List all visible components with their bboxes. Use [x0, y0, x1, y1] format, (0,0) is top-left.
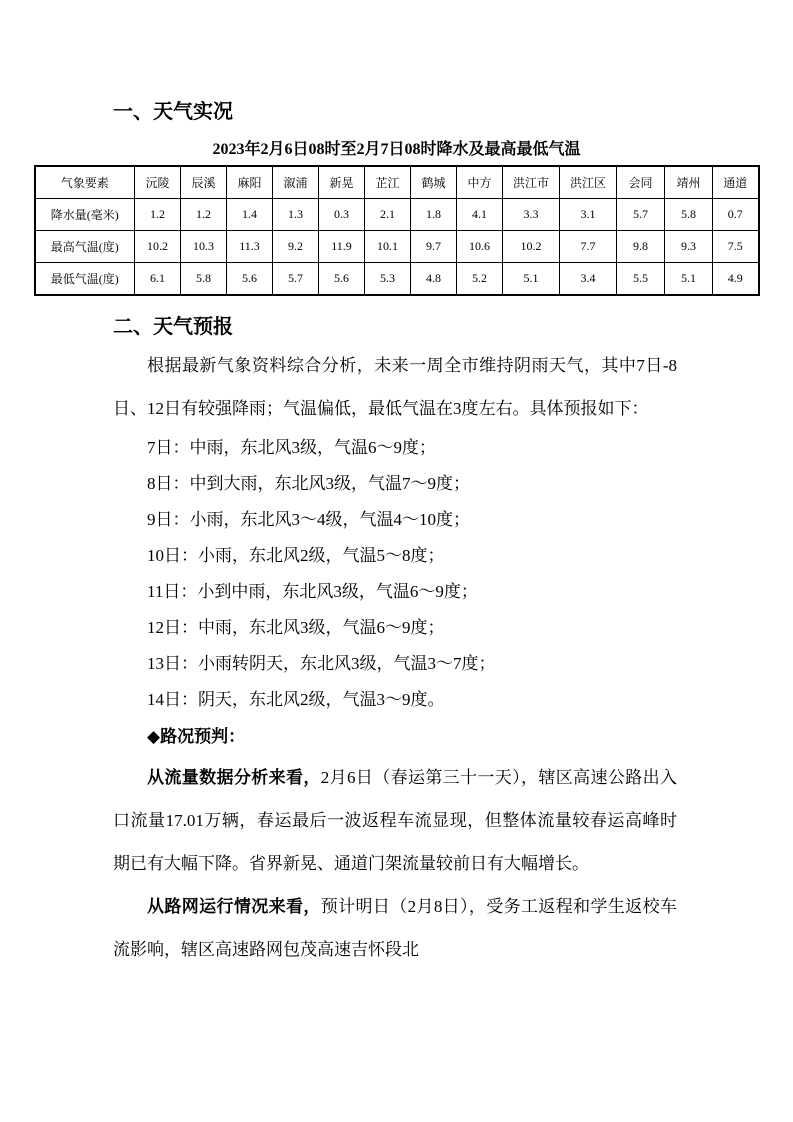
table-cell: 5.8 [665, 199, 713, 231]
table-header-cell: 沅陵 [135, 166, 181, 199]
table-cell: 10.3 [181, 231, 227, 263]
table-header-cell: 中方 [457, 166, 503, 199]
table-header-cell: 鹤城 [411, 166, 457, 199]
table-cell: 1.4 [227, 199, 273, 231]
forecast-line-day7: 7日：中雨，东北风3级，气温6～9度； [147, 438, 436, 457]
table-header-cell: 会同 [617, 166, 665, 199]
table-cell: 1.3 [273, 199, 319, 231]
table-cell: 9.8 [617, 231, 665, 263]
section-1-heading: 一、天气实况 [113, 101, 233, 123]
table-cell: 5.2 [457, 263, 503, 296]
road-network-lead: 从路网运行情况来看， [147, 897, 321, 916]
table-row-max-temp [35, 231, 759, 263]
forecast-line-day14: 14日：阴天，东北风2级，气温3～9度。 [147, 690, 445, 709]
table-cell: 5.8 [181, 263, 227, 296]
road-forecast-heading: ◆路况预判： [147, 727, 246, 746]
section-2-heading: 二、天气预报 [113, 316, 233, 338]
table-cell: 5.7 [273, 263, 319, 296]
table-cell: 11.3 [227, 231, 273, 263]
table-header-cell: 辰溪 [181, 166, 227, 199]
table-cell: 9.3 [665, 231, 713, 263]
table-cell: 5.1 [665, 263, 713, 296]
table-cell: 10.1 [365, 231, 411, 263]
forecast-line-day11: 11日：小到中雨，东北风3级，气温6～9度； [147, 582, 478, 601]
table-header-cell: 通道 [713, 166, 759, 199]
forecast-intro-paragraph: 根据最新气象资料综合分析，未来一周全市维持阴雨天气，其中7日-8日、12日有较强降雨；气温偏低，最低气温在3度左右。具体预报如下： [113, 356, 677, 418]
table-cell: 1.2 [135, 199, 181, 231]
table-cell: 3.3 [503, 199, 560, 231]
forecast-line-day8: 8日：中到大雨，东北风3级，气温7～9度； [147, 474, 470, 493]
weather-table-title: 2023年2月6日08时至2月7日08时降水及最高最低气温 [212, 141, 581, 158]
table-cell: 0.7 [713, 199, 759, 231]
table-cell: 10.6 [457, 231, 503, 263]
table-cell: 9.2 [273, 231, 319, 263]
table-header-cell: 芷江 [365, 166, 411, 199]
table-header-cell: 气象要素 [35, 166, 135, 199]
table-row-precipitation [35, 199, 759, 231]
table-cell: 11.9 [319, 231, 365, 263]
table-cell: 5.5 [617, 263, 665, 296]
table-cell: 5.3 [365, 263, 411, 296]
table-header-cell: 溆浦 [273, 166, 319, 199]
road-network-text: 预计明日（2月8日），受务工返程和学生返校车流影响，辖区高速路网包茂高速吉怀段北 [113, 897, 678, 959]
traffic-volume-text: 2月6日（春运第三十一天），辖区高速公路出入口流量17.01万辆，春运最后一波返程车流显现，但整体流量较春运高峰时期已有大幅下降。省界新晃、通道门架流量较前日有大幅增长。 [113, 768, 678, 873]
table-header-cell: 麻阳 [227, 166, 273, 199]
row-label-cell: 最高气温(度) [35, 231, 135, 263]
table-cell: 2.1 [365, 199, 411, 231]
traffic-volume-lead: 从流量数据分析来看， [147, 768, 321, 787]
table-cell: 10.2 [135, 231, 181, 263]
table-cell: 3.4 [560, 263, 617, 296]
table-row-min-temp [35, 263, 759, 296]
table-cell: 6.1 [135, 263, 181, 296]
table-cell: 7.7 [560, 231, 617, 263]
table-cell: 1.2 [181, 199, 227, 231]
table-cell: 10.2 [503, 231, 560, 263]
table-header-cell: 靖州 [665, 166, 713, 199]
table-cell: 5.7 [617, 199, 665, 231]
row-label-cell: 最低气温(度) [35, 263, 135, 296]
road-network-paragraph [113, 885, 677, 971]
table-cell: 1.8 [411, 199, 457, 231]
row-label-cell: 降水量(毫米) [35, 199, 135, 231]
table-header-cell: 新晃 [319, 166, 365, 199]
table-cell: 3.1 [560, 199, 617, 231]
table-cell: 5.6 [227, 263, 273, 296]
table-cell: 7.5 [713, 231, 759, 263]
forecast-line-day13: 13日：小雨转阴天，东北风3级，气温3～7度； [147, 654, 496, 673]
table-header-cell: 洪江市 [503, 166, 560, 199]
forecast-line-day12: 12日：中雨，东北风3级，气温6～9度； [147, 618, 445, 637]
table-header-cell: 洪江区 [560, 166, 617, 199]
table-cell: 4.8 [411, 263, 457, 296]
forecast-line-day9: 9日：小雨，东北风3～4级，气温4～10度； [147, 510, 470, 529]
forecast-list [0, 430, 793, 718]
table-cell: 4.9 [713, 263, 759, 296]
table-cell: 9.7 [411, 231, 457, 263]
table-header-row [35, 166, 759, 199]
table-cell: 5.6 [319, 263, 365, 296]
traffic-volume-paragraph [113, 756, 677, 885]
table-cell: 5.1 [503, 263, 560, 296]
forecast-line-day10: 10日：小雨，东北风2级，气温5～8度； [147, 546, 445, 565]
weather-table [34, 165, 760, 296]
table-cell: 4.1 [457, 199, 503, 231]
table-cell: 0.3 [319, 199, 365, 231]
